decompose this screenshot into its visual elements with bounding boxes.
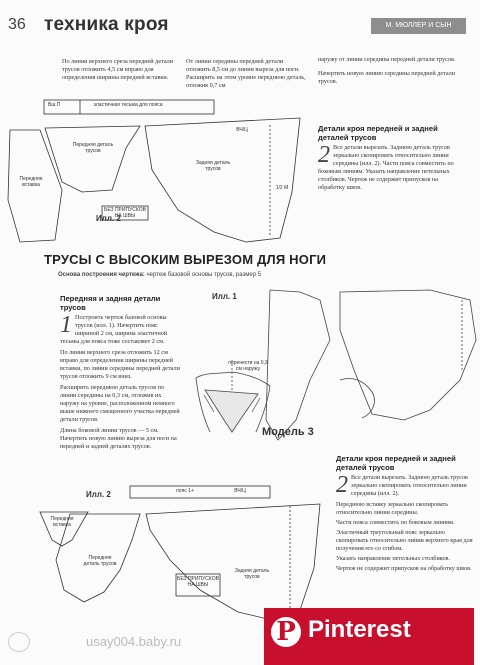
label-fold-small: Вш.П	[48, 102, 61, 108]
label-move-out: перенести на 0,3 см наружу	[228, 360, 268, 372]
label-front-detail: Передняя деталь трусов	[72, 142, 114, 154]
label-bottom-no-seam: БЕЗ ПРИПУСКОВ НА ШВЫ	[177, 576, 219, 588]
label-bottom-fold: ВЧ/Ц	[234, 488, 246, 494]
label-no-seam: БЕЗ ПРИПУСКОВ НА ШВЫ	[104, 207, 146, 219]
publisher-badge: М. МЮЛЛЕР И СЫН	[371, 18, 466, 34]
model-caption: Модель 3	[262, 426, 314, 438]
pinterest-logo-icon[interactable]: P	[271, 617, 301, 647]
right-p1: Все детали вырезать. Заднюю деталь трусов зеркально скопировать относительно линии середины (илл. 2).	[351, 474, 468, 497]
right-dropcap: 2	[336, 472, 348, 498]
label-seam-mark: 1/2 M	[275, 185, 289, 191]
watermark-text: usay004.baby.ru	[86, 634, 182, 649]
top-details-heading: Детали кроя передней и задней деталей трусов	[318, 124, 438, 142]
right-heading: Детали кроя передней и задней деталей трусов	[336, 454, 456, 472]
top-text-col2: От линии середины передней детали отложить 8,5 см до линии выреза для ноги. Расширить на этом уровне переднюю деталь, отложив 0,7 см	[186, 58, 306, 89]
left-heading: Передняя и задняя детали трусов	[60, 294, 161, 312]
section-subtitle-text: чертеж базовой основы трусов, размер 5	[146, 272, 262, 278]
label-bottom-front-detail: Передняя деталь трусов	[83, 555, 117, 567]
right-p4: Эластичный треугольный пояс зеркально скопировать относительно линии верхнего края для получения его со сгибом.	[336, 529, 473, 552]
top-text-col3b: Начертить новую линию середины передней детали трусов.	[318, 70, 456, 85]
label-bottom-waist: пояс 1+	[176, 488, 194, 494]
left-dropcap: 1	[60, 312, 72, 338]
label-front-insert: Передняя вставка	[19, 176, 43, 188]
label-fold-top: ВЧ/Ц	[236, 127, 248, 133]
top-text-col1: По линии верхнего среза передней детали трусов отложить 4,5 см вправо для определения ширины передней вставки.	[62, 58, 174, 81]
top-details-dropcap: 2	[318, 142, 330, 168]
label-bottom-front-insert: Передняя вставка	[50, 516, 74, 528]
page-title: техника кроя	[44, 14, 169, 35]
label-back-detail: Задняя деталь трусов	[195, 160, 231, 172]
left-p1: Построить чертеж базовой основы трусов (илл. 1). Начертить пояс шириной 2 см, ширина эластичной тесьмы для пояса тоже составляет 2 см.	[60, 314, 168, 345]
bottom-illustration-caption: Илл. 2	[86, 490, 111, 499]
top-text-col3a: наружу от линии середины передней детали трусов.	[318, 56, 456, 63]
label-bottom-back-detail: Задняя деталь трусов	[234, 568, 270, 580]
page-number: 36	[8, 16, 26, 33]
left-p2: По линии верхнего среза отложить 12 см вправо для определения ширины передней вставки, по линии середины передней детали трусов отложить 9 см вниз.	[60, 349, 180, 380]
right-p5: Указать направление петельных столбиков.	[336, 555, 451, 562]
top-details-text: Все детали вырезать. Заднюю деталь трусов зеркально скопировать относительно линии середины (илл. 2). Части пояса совместить по боковым линиям. Указать направление петельных столбиков. Чертеж не содержит припусков на обработку швов.	[318, 144, 454, 191]
left-p3: Расширить переднюю деталь трусов по линии середины на 0,3 см, отложив их наружу на уровне, расположенном немного выше нижнего смещенного участка передней детали трусов.	[60, 384, 180, 423]
pinterest-text[interactable]: Pinterest	[308, 616, 411, 643]
section-subtitle-bold: Основа построения чертежа:	[58, 272, 145, 278]
right-p2: Переднюю вставку зеркально скопировать относительно линии середины.	[336, 501, 449, 516]
top-illustration-caption: Илл. 2	[96, 214, 121, 223]
bottom-back-detail	[146, 504, 320, 620]
left-p4: Длина боковой линии трусов — 5 см. Начертить новую линию выреза для ноги на передней и задней деталях трусов.	[60, 427, 177, 450]
right-p6: Чертеж не содержит припусков на обработку швов.	[336, 565, 472, 572]
watermark-logo-icon	[8, 632, 30, 652]
section-title: ТРУСЫ С ВЫСОКИМ ВЫРЕЗОМ ДЛЯ НОГИ	[44, 252, 327, 267]
right-p3: Части пояса совместить по боковым линиям.	[336, 519, 455, 526]
illustration1-caption: Илл. 1	[212, 292, 237, 301]
label-waistband: эластичная тесьма для пояса	[93, 102, 163, 108]
